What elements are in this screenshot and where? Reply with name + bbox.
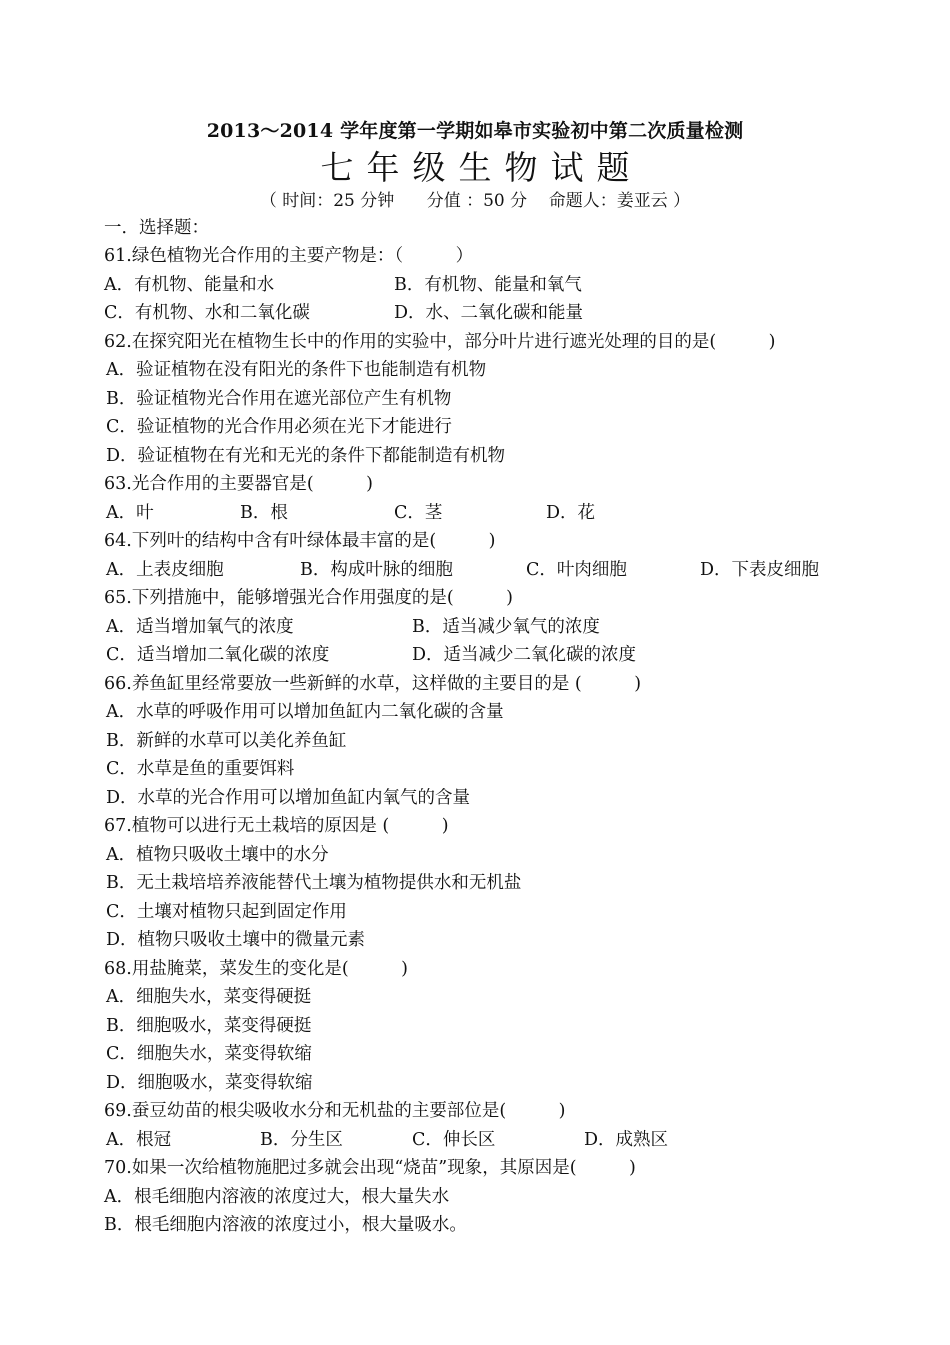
question-stem: 63.光合作用的主要器官是( ) [104, 474, 373, 494]
option: A．根毛细胞内溶液的浓度过大，根大量失水 [104, 1186, 450, 1207]
option: C．水草是鱼的重要饵料 [106, 759, 295, 779]
option-row [104, 613, 864, 642]
option: B．新鲜的水草可以美化养鱼缸 [106, 730, 347, 751]
option: D．适当减少二氧化碳的浓度 [412, 645, 637, 665]
option-row [104, 641, 864, 670]
school-title: 2013～2014 学年度第一学期如皋市实验初中第二次质量检测 [206, 120, 744, 142]
section-heading: 一．选择题： [104, 218, 209, 238]
subject-title: 七年级生物试题 [320, 148, 643, 187]
option: A．适当增加氧气的浓度 [106, 616, 294, 637]
option: B．根 [240, 502, 288, 523]
question-stem: 66.养鱼缸里经常要放一些新鲜的水草，这样做的主要目的是 ( ) [104, 673, 642, 694]
option-row [104, 271, 864, 300]
exam-info [0, 186, 950, 211]
option: D．花 [546, 502, 596, 523]
option: D．水、二氧化碳和能量 [394, 303, 584, 323]
option-row [104, 299, 864, 328]
option: D．植物只吸收土壤中的微量元素 [106, 930, 366, 950]
option: C．适当增加二氧化碳的浓度 [106, 645, 330, 665]
question-stem: 65.下列措施中，能够增强光合作用强度的是( ) [104, 588, 513, 608]
question-stem: 62.在探究阳光在植物生长中的作用的实验中，部分叶片进行遮光处理的目的是( ) [104, 331, 776, 352]
question-stem: 61.绿色植物光合作用的主要产物是：（ ） [104, 246, 474, 266]
question-stem: 67.植物可以进行无土栽培的原因是 ( ) [104, 816, 449, 836]
option: D．成熟区 [584, 1129, 669, 1150]
option: B．适当减少氧气的浓度 [412, 616, 600, 637]
option: A．细胞失水，菜变得硬挺 [106, 987, 312, 1007]
option: A．验证植物在没有阳光的条件下也能制造有机物 [106, 360, 487, 380]
option: C．叶肉细胞 [526, 559, 627, 580]
question-stem: 70.如果一次给植物施肥过多就会出现“烧苗”现象，其原因是( ) [104, 1158, 636, 1178]
option-row [104, 499, 864, 528]
option: A．水草的呼吸作用可以增加鱼缸内二氧化碳的含量 [106, 702, 504, 722]
option: C．伸长区 [412, 1129, 496, 1150]
option: B．无土栽培培养液能替代土壤为植物提供水和无机盐 [106, 873, 522, 893]
option: A．有机物、能量和水 [104, 274, 275, 295]
option: A．植物只吸收土壤中的水分 [106, 844, 329, 865]
option: D．细胞吸水，菜变得软缩 [106, 1072, 313, 1093]
option: C．土壤对植物只起到固定作用 [106, 901, 347, 922]
option: B．分生区 [260, 1129, 343, 1150]
exam-time: （ 时间：25 分钟 [259, 191, 395, 211]
option: B．有机物、能量和氧气 [394, 274, 582, 295]
option: C．有机物、水和二氧化碳 [104, 303, 310, 323]
question-stem: 64.下列叶的结构中含有叶绿体最丰富的是( ) [104, 531, 496, 551]
option: A．根冠 [106, 1129, 172, 1150]
option-row [104, 556, 864, 585]
option: B．验证植物光合作用在遮光部位产生有机物 [106, 388, 452, 409]
exam-score: 分值 ：50 分 [426, 191, 528, 211]
option: D．验证植物在有光和无光的条件下都能制造有机物 [106, 445, 506, 466]
option: A．上表皮细胞 [106, 559, 224, 580]
option: C．茎 [394, 502, 443, 523]
option: C．细胞失水，菜变得软缩 [106, 1044, 312, 1064]
option: B．根毛细胞内溶液的浓度过小，根大量吸水。 [104, 1215, 467, 1235]
exam-author: 命题人：姜亚云 ） [548, 191, 691, 211]
question-stem: 69.蚕豆幼苗的根尖吸收水分和无机盐的主要部位是( ) [104, 1101, 566, 1121]
option: A．叶 [106, 502, 154, 523]
option-row [104, 1126, 864, 1155]
question-stem: 68.用盐腌菜，菜发生的变化是( ) [104, 958, 408, 979]
question-list [104, 242, 864, 1240]
option: D．下表皮细胞 [700, 559, 820, 580]
option: D．水草的光合作用可以增加鱼缸内氧气的含量 [106, 787, 471, 808]
option: C．验证植物的光合作用必须在光下才能进行 [106, 417, 452, 437]
option: B．构成叶脉的细胞 [300, 559, 453, 580]
option: B．细胞吸水，菜变得硬挺 [106, 1015, 312, 1036]
